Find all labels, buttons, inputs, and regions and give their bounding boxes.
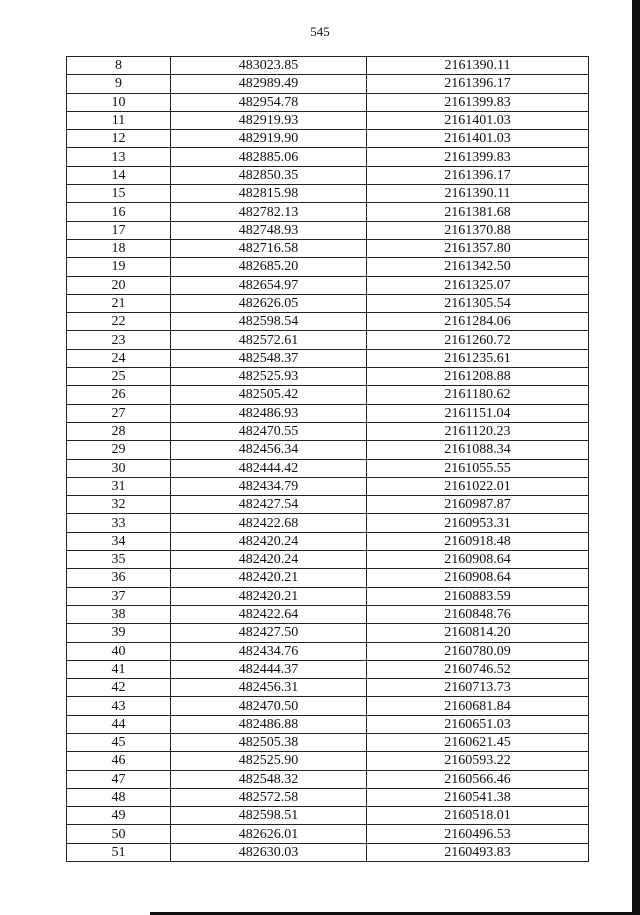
- x-coordinate-cell: 482548.32: [171, 770, 367, 788]
- x-coordinate-cell: 482548.37: [171, 349, 367, 367]
- point-number-cell: 27: [67, 404, 171, 422]
- y-coordinate-cell: 2161284.06: [367, 313, 589, 331]
- x-coordinate-cell: 482420.24: [171, 551, 367, 569]
- y-coordinate-cell: 2160518.01: [367, 807, 589, 825]
- y-coordinate-cell: 2161390.11: [367, 57, 589, 75]
- y-coordinate-cell: 2161120.23: [367, 422, 589, 440]
- x-coordinate-cell: 482954.78: [171, 93, 367, 111]
- x-coordinate-cell: 482598.51: [171, 807, 367, 825]
- point-number-cell: 29: [67, 441, 171, 459]
- point-number-cell: 23: [67, 331, 171, 349]
- point-number-cell: 26: [67, 386, 171, 404]
- x-coordinate-cell: 482456.31: [171, 679, 367, 697]
- y-coordinate-cell: 2160681.84: [367, 697, 589, 715]
- y-coordinate-cell: 2161399.83: [367, 93, 589, 111]
- point-number-cell: 44: [67, 715, 171, 733]
- table-row: [67, 368, 589, 386]
- y-coordinate-cell: 2161401.03: [367, 111, 589, 129]
- y-coordinate-cell: 2161396.17: [367, 75, 589, 93]
- table-row: [67, 605, 589, 623]
- x-coordinate-cell: 482525.90: [171, 752, 367, 770]
- x-coordinate-cell: 482572.58: [171, 788, 367, 806]
- point-number-cell: 21: [67, 294, 171, 312]
- x-coordinate-cell: 482626.01: [171, 825, 367, 843]
- table-row: [67, 239, 589, 257]
- x-coordinate-cell: 482422.64: [171, 605, 367, 623]
- y-coordinate-cell: 2161088.34: [367, 441, 589, 459]
- y-coordinate-cell: 2161401.03: [367, 130, 589, 148]
- y-coordinate-cell: 2160593.22: [367, 752, 589, 770]
- y-coordinate-cell: 2160713.73: [367, 679, 589, 697]
- table-row: [67, 148, 589, 166]
- point-number-cell: 36: [67, 569, 171, 587]
- point-number-cell: 33: [67, 514, 171, 532]
- table-row: [67, 130, 589, 148]
- y-coordinate-cell: 2161342.50: [367, 258, 589, 276]
- point-number-cell: 39: [67, 624, 171, 642]
- point-number-cell: 47: [67, 770, 171, 788]
- point-number-cell: 32: [67, 496, 171, 514]
- x-coordinate-cell: 482420.24: [171, 532, 367, 550]
- point-number-cell: 41: [67, 660, 171, 678]
- x-coordinate-cell: 482572.61: [171, 331, 367, 349]
- table-row: [67, 441, 589, 459]
- table-row: [67, 715, 589, 733]
- table-row: [67, 624, 589, 642]
- y-coordinate-cell: 2160918.48: [367, 532, 589, 550]
- point-number-cell: 16: [67, 203, 171, 221]
- y-coordinate-cell: 2160848.76: [367, 605, 589, 623]
- point-number-cell: 28: [67, 422, 171, 440]
- y-coordinate-cell: 2161357.80: [367, 239, 589, 257]
- y-coordinate-cell: 2161396.17: [367, 166, 589, 184]
- x-coordinate-cell: 482420.21: [171, 587, 367, 605]
- table-row: [67, 770, 589, 788]
- point-number-cell: 50: [67, 825, 171, 843]
- table-row: [67, 697, 589, 715]
- x-coordinate-cell: 482919.93: [171, 111, 367, 129]
- table-row: [67, 807, 589, 825]
- y-coordinate-cell: 2160493.83: [367, 843, 589, 861]
- y-coordinate-cell: 2161235.61: [367, 349, 589, 367]
- x-coordinate-cell: 482427.54: [171, 496, 367, 514]
- table-row: [67, 551, 589, 569]
- point-number-cell: 40: [67, 642, 171, 660]
- x-coordinate-cell: 482598.54: [171, 313, 367, 331]
- table-row: [67, 313, 589, 331]
- x-coordinate-cell: 482420.21: [171, 569, 367, 587]
- x-coordinate-cell: 483023.85: [171, 57, 367, 75]
- point-number-cell: 43: [67, 697, 171, 715]
- table-row: [67, 111, 589, 129]
- table-row: [67, 679, 589, 697]
- point-number-cell: 19: [67, 258, 171, 276]
- point-number-cell: 20: [67, 276, 171, 294]
- point-number-cell: 24: [67, 349, 171, 367]
- x-coordinate-cell: 482815.98: [171, 185, 367, 203]
- x-coordinate-cell: 482782.13: [171, 203, 367, 221]
- table-row: [67, 386, 589, 404]
- y-coordinate-cell: 2160496.53: [367, 825, 589, 843]
- x-coordinate-cell: 482434.79: [171, 477, 367, 495]
- point-number-cell: 31: [67, 477, 171, 495]
- point-number-cell: 46: [67, 752, 171, 770]
- x-coordinate-cell: 482654.97: [171, 276, 367, 294]
- point-number-cell: 30: [67, 459, 171, 477]
- table-row: [67, 404, 589, 422]
- y-coordinate-cell: 2160908.64: [367, 569, 589, 587]
- x-coordinate-cell: 482422.68: [171, 514, 367, 532]
- point-number-cell: 25: [67, 368, 171, 386]
- point-number-cell: 45: [67, 733, 171, 751]
- y-coordinate-cell: 2160883.59: [367, 587, 589, 605]
- table-row: [67, 203, 589, 221]
- table-row: [67, 185, 589, 203]
- x-coordinate-cell: 482470.50: [171, 697, 367, 715]
- x-coordinate-cell: 482716.58: [171, 239, 367, 257]
- table-row: [67, 752, 589, 770]
- x-coordinate-cell: 482434.76: [171, 642, 367, 660]
- table-row: [67, 166, 589, 184]
- point-number-cell: 18: [67, 239, 171, 257]
- point-number-cell: 22: [67, 313, 171, 331]
- table-row: [67, 75, 589, 93]
- coordinates-table-body: [67, 57, 589, 862]
- table-row: [67, 843, 589, 861]
- y-coordinate-cell: 2161022.01: [367, 477, 589, 495]
- table-row: [67, 788, 589, 806]
- x-coordinate-cell: 482444.42: [171, 459, 367, 477]
- table-row: [67, 349, 589, 367]
- y-coordinate-cell: 2160746.52: [367, 660, 589, 678]
- y-coordinate-cell: 2161325.07: [367, 276, 589, 294]
- x-coordinate-cell: 482685.20: [171, 258, 367, 276]
- x-coordinate-cell: 482427.50: [171, 624, 367, 642]
- y-coordinate-cell: 2161055.55: [367, 459, 589, 477]
- x-coordinate-cell: 482525.93: [171, 368, 367, 386]
- x-coordinate-cell: 482486.93: [171, 404, 367, 422]
- x-coordinate-cell: 482456.34: [171, 441, 367, 459]
- page-number: 545: [310, 24, 330, 39]
- table-row: [67, 733, 589, 751]
- point-number-cell: 35: [67, 551, 171, 569]
- point-number-cell: 49: [67, 807, 171, 825]
- y-coordinate-cell: 2160908.64: [367, 551, 589, 569]
- x-coordinate-cell: 482885.06: [171, 148, 367, 166]
- x-coordinate-cell: 482850.35: [171, 166, 367, 184]
- y-coordinate-cell: 2160814.20: [367, 624, 589, 642]
- table-row: [67, 514, 589, 532]
- y-coordinate-cell: 2161305.54: [367, 294, 589, 312]
- table-row: [67, 276, 589, 294]
- y-coordinate-cell: 2161381.68: [367, 203, 589, 221]
- y-coordinate-cell: 2161399.83: [367, 148, 589, 166]
- table-row: [67, 587, 589, 605]
- coordinates-table: [66, 56, 589, 862]
- table-row: [67, 221, 589, 239]
- y-coordinate-cell: 2161260.72: [367, 331, 589, 349]
- point-number-cell: 15: [67, 185, 171, 203]
- table-row: [67, 642, 589, 660]
- x-coordinate-cell: 482626.05: [171, 294, 367, 312]
- table-row: [67, 294, 589, 312]
- table-row: [67, 660, 589, 678]
- table-row: [67, 496, 589, 514]
- x-coordinate-cell: 482919.90: [171, 130, 367, 148]
- table-row: [67, 93, 589, 111]
- y-coordinate-cell: 2160780.09: [367, 642, 589, 660]
- y-coordinate-cell: 2160541.38: [367, 788, 589, 806]
- coordinates-table-container: [66, 56, 588, 862]
- x-coordinate-cell: 482486.88: [171, 715, 367, 733]
- y-coordinate-cell: 2161208.88: [367, 368, 589, 386]
- point-number-cell: 8: [67, 57, 171, 75]
- point-number-cell: 51: [67, 843, 171, 861]
- point-number-cell: 10: [67, 93, 171, 111]
- x-coordinate-cell: 482630.03: [171, 843, 367, 861]
- point-number-cell: 14: [67, 166, 171, 184]
- x-coordinate-cell: 482470.55: [171, 422, 367, 440]
- point-number-cell: 42: [67, 679, 171, 697]
- x-coordinate-cell: 482505.38: [171, 733, 367, 751]
- point-number-cell: 48: [67, 788, 171, 806]
- y-coordinate-cell: 2160566.46: [367, 770, 589, 788]
- table-row: [67, 258, 589, 276]
- point-number-cell: 12: [67, 130, 171, 148]
- table-row: [67, 477, 589, 495]
- point-number-cell: 13: [67, 148, 171, 166]
- scan-border-right: [632, 0, 640, 915]
- point-number-cell: 9: [67, 75, 171, 93]
- y-coordinate-cell: 2160953.31: [367, 514, 589, 532]
- table-row: [67, 825, 589, 843]
- y-coordinate-cell: 2160987.87: [367, 496, 589, 514]
- y-coordinate-cell: 2161180.62: [367, 386, 589, 404]
- x-coordinate-cell: 482505.42: [171, 386, 367, 404]
- table-row: [67, 569, 589, 587]
- y-coordinate-cell: 2161370.88: [367, 221, 589, 239]
- table-row: [67, 532, 589, 550]
- point-number-cell: 11: [67, 111, 171, 129]
- table-row: [67, 459, 589, 477]
- point-number-cell: 34: [67, 532, 171, 550]
- point-number-cell: 37: [67, 587, 171, 605]
- x-coordinate-cell: 482748.93: [171, 221, 367, 239]
- x-coordinate-cell: 482444.37: [171, 660, 367, 678]
- y-coordinate-cell: 2160651.03: [367, 715, 589, 733]
- y-coordinate-cell: 2161151.04: [367, 404, 589, 422]
- x-coordinate-cell: 482989.49: [171, 75, 367, 93]
- y-coordinate-cell: 2161390.11: [367, 185, 589, 203]
- table-row: [67, 331, 589, 349]
- y-coordinate-cell: 2160621.45: [367, 733, 589, 751]
- point-number-cell: 38: [67, 605, 171, 623]
- table-row: [67, 57, 589, 75]
- point-number-cell: 17: [67, 221, 171, 239]
- table-row: [67, 422, 589, 440]
